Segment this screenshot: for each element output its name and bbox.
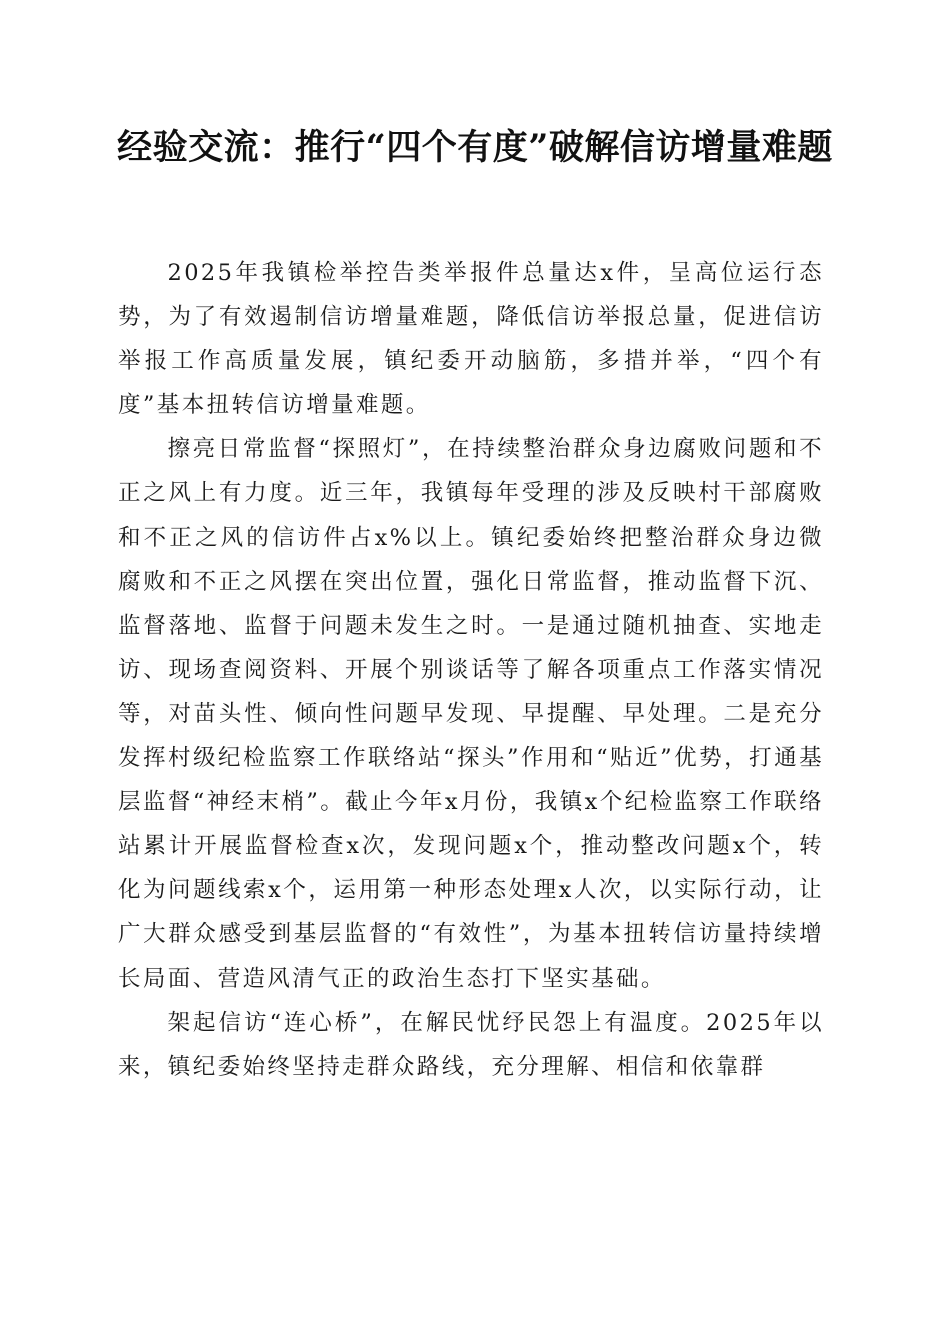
paragraph-petition-bridge: 架起信访“连心桥”，在解民忧纾民怨上有温度。2025年以来，镇纪委始终坚持走群众路线，充分理解、相信和依靠群 [118, 1009, 824, 1080]
paragraph-supervision: 擦亮日常监督“探照灯”，在持续整治群众身边腐败问题和不正之风上有力度。近三年，我镇每年受理的涉及反映村干部腐败和不正之风的信访件占x%以上。镇纪委始终把整治群众身边微腐败和不正之风摆在突出位置，强化日常监督，推动监督下沉、监督落地、监督于问题未发生之时。一是通过随机抽查、实地走访、现场查阅资料、开展个别谈话等了解各项重点工作落实情况等，对苗头性、倾向性问题早发现、早提醒、早处理。二是充分发挥村级纪检监察工作联络站“探头”作用和“贴近”优势，打通基层监督“神经末梢”。截止今年x月份，我镇x个纪检监察工作联络站累计开展监督检查x次，发现问题x个，推动整改问题x个，转化为问题线索x个，运用第一种形态处理x人次，以实际行动，让广大群众感受到基层监督的“有效性”，为基本扭转信访量持续增长局面、营造风清气正的政治生态打下坚实基础。 [118, 436, 824, 992]
document-title: 经验交流：推行“四个有度”破解信访增量难题 [117, 127, 833, 168]
paragraph-intro: 2025年我镇检举控告类举报件总量达x件，呈高位运行态势，为了有效遏制信访增量难题，降低信访举报总量，促进信访举报工作高质量发展，镇纪委开动脑筋，多措并举，“四个有度”基本扭转信访增量难题。 [118, 260, 824, 419]
document-body [118, 251, 824, 1089]
